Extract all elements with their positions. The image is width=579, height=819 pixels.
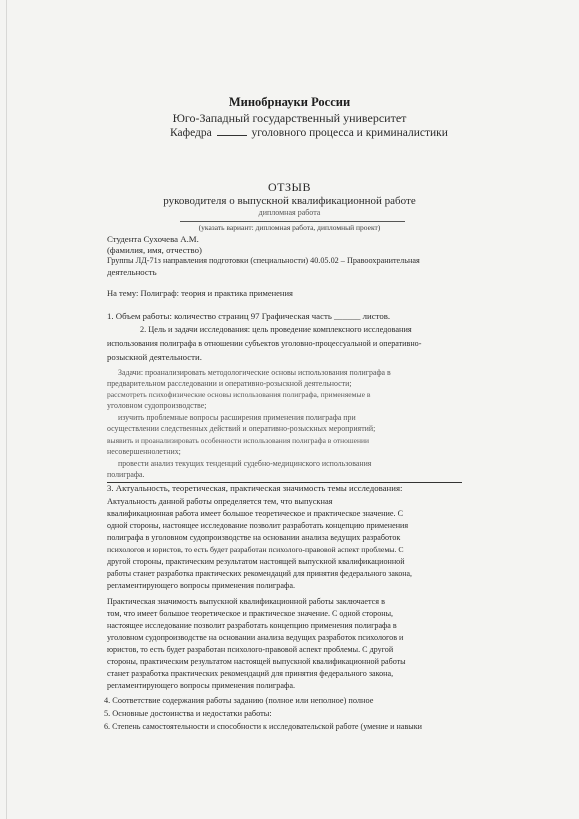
practical-line-2: том, что имеет большое теоретическое и практическое значение. С одной стороны, xyxy=(107,609,394,618)
work-type: дипломная работа xyxy=(258,208,321,217)
practical-line-8: регламентирующего вопросы применения полиграфа. xyxy=(107,681,296,690)
task-line-9: провести анализ текущих тенденций судебно-медицинского использования xyxy=(118,459,372,468)
task-line-3: рассмотреть психофизические основы использования полиграфа, применяемые в xyxy=(107,390,371,399)
actuality-line-4: полиграфа в уголовном судопроизводстве на основании анализа ведущих разработок xyxy=(107,533,401,542)
work-type-underline xyxy=(180,221,405,222)
task-line-6: осуществлении следственных действий и оперативно-розыскных мероприятий; xyxy=(107,424,376,433)
group-line: Группы ЛД-71з направления подготовки (специальности) 40.05.02 – Правоохранительная xyxy=(107,256,420,265)
section-4: 4. Соответствие содержания работы заданию (полное или неполное) полное xyxy=(104,696,374,705)
section-3: 3. Актуальность, теоретическая, практическая значимость темы исследования: xyxy=(107,483,403,493)
actuality-line-3: одной стороны, настоящее исследование позволит разработать концепцию применения xyxy=(107,521,409,530)
task-line-8: несовершеннолетних; xyxy=(107,447,181,456)
task-line-10: полиграфа. xyxy=(107,470,145,479)
university-name: Юго-Западный государственный университет xyxy=(172,111,407,125)
task-line-7: выявить и проанализировать особенности использования полиграфа в отношении xyxy=(107,436,370,445)
ministry-name: Минобрнауки России xyxy=(228,95,351,109)
actuality-line-7: работы станет разработка практических рекомендаций для принятия федерального закона, xyxy=(107,569,412,578)
practical-line-1: Практическая значимость выпускной квалификационной работы заключается в xyxy=(107,597,385,606)
task-line-2: предварительном расследовании и оперативно-розыскной деятельности; xyxy=(107,379,352,388)
student-hint: (фамилия, имя, отчество) xyxy=(107,245,202,255)
department-prefix: Кафедра xyxy=(170,127,212,139)
department-blank xyxy=(217,135,247,136)
group-cont: деятельность xyxy=(107,267,157,277)
document-title: ОТЗЫВ xyxy=(268,180,311,194)
section-2-line-3: розыскной деятельности. xyxy=(107,352,202,362)
department-line xyxy=(170,128,448,140)
department-name: уголовного процесса и криминалистики xyxy=(251,127,448,139)
work-type-hint: (указать вариант: дипломная работа, дипломный проект) xyxy=(198,223,381,232)
task-line-4: уголовном судопроизводстве; xyxy=(107,401,207,410)
document-subtitle: руководителя о выпускной квалификационной работе xyxy=(163,195,416,207)
actuality-line-8: регламентирующего вопросы применения полиграфа. xyxy=(107,581,296,590)
topic-line: На тему: Полиграф: теория и практика применения xyxy=(107,288,293,298)
practical-line-5: юристов, то есть будет разработан психолого-правовой аспект проблемы. С другой xyxy=(107,645,394,654)
task-line-5: изучить проблемные вопросы расширения применения полиграфа при xyxy=(118,413,356,422)
actuality-line-6: другой стороны, практическим результатом настоящей выпускной квалификационной xyxy=(107,557,405,566)
section-6: 6. Степень самостоятельности и способности к исследовательской работе (умение и навыки xyxy=(104,722,422,731)
practical-line-7: станет разработка практических рекомендаций для принятия федерального закона, xyxy=(107,669,394,678)
task-line-1: Задачи: проанализировать методологические основы использования полиграфа в xyxy=(118,368,391,377)
actuality-line-2: квалификационная работа имеет большое теоретическое и практическое значение. С xyxy=(107,509,404,518)
practical-line-4: уголовном судопроизводстве на основании анализа ведущих разработок психологов и xyxy=(107,633,404,642)
actuality-line-1: Актуальность данной работы определяется тем, что выпускная xyxy=(107,497,333,506)
student-line: Студента Сухочева А.М. xyxy=(107,234,199,244)
section-1: 1. Объем работы: количество страниц 97 Графическая часть ______ листов. xyxy=(107,311,391,321)
practical-line-3: настоящее исследование позволит разработать концепцию применения полиграфа в xyxy=(107,621,397,630)
section-2-line-2: использования полиграфа в отношении субъектов уголовно-процессуальной и оперативно- xyxy=(107,339,422,348)
section-5: 5. Основные достоинства и недостатки работы: xyxy=(104,709,272,718)
practical-line-6: стороны, практическим результатом настоящей выпускной квалификационной работы xyxy=(107,657,406,666)
actuality-line-5: психологов и юристов, то есть будет разработан психолого-правовой аспект проблемы. С xyxy=(107,545,404,554)
section-2-line-1: 2. Цель и задачи исследования: цель проведение комплексного исследования xyxy=(140,325,412,334)
